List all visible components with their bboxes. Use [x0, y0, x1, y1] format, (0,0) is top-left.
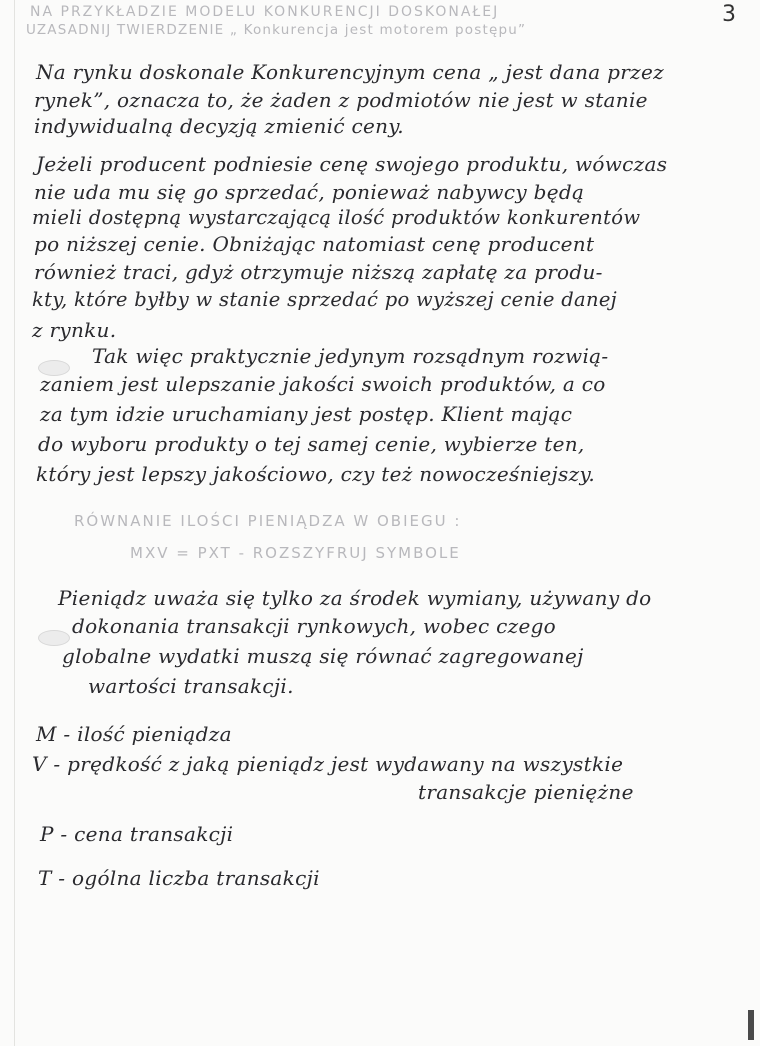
paragraph2-line-2: nie uda mu się go sprzedać, ponieważ nabywcy będą	[34, 180, 585, 204]
scan-edge-mark	[748, 1010, 754, 1040]
paragraph3-line-3: za tym idzie uruchamiany jest postęp. Klient mając	[40, 402, 573, 426]
task2-equation: MXV = PXT - ROZSZYFRUJ SYMBOLE	[130, 544, 461, 562]
page-number: 3	[722, 2, 736, 27]
symbol-v-line-1: V - prędkość z jaką pieniądz jest wydawany na wszystkie	[32, 752, 624, 776]
paragraph1-line-3: indywidualną decyzją zmienić ceny.	[34, 114, 404, 138]
paragraph4-line-1: Pieniądz uważa się tylko za środek wymiany, używany do	[58, 586, 652, 610]
task-prompt-line-1: NA PRZYKŁADZIE MODELU KONKURENCJI DOSKONAŁEJ	[30, 4, 500, 20]
paragraph2-line-6: kty, które byłby w stanie sprzedać po wyższej cenie danej	[32, 288, 618, 311]
paragraph3-line-5: który jest lepszy jakościowo, czy też nowocześniejszy.	[36, 462, 596, 486]
paragraph3-line-2: zaniem jest ulepszanie jakości swoich produktów, a co	[40, 372, 606, 396]
symbol-v-line-2: transakcje pieniężne	[418, 780, 634, 804]
symbol-m: M - ilość pieniądza	[36, 722, 232, 746]
paragraph2-line-3: mieli dostępną wystarczającą ilość produktów konkurentów	[32, 206, 641, 229]
symbol-p: P - cena transakcji	[40, 822, 234, 846]
paragraph2-line-1: Jeżeli producent podniesie cenę swojego produktu, wówczas	[36, 152, 668, 176]
paragraph2-line-7: z rynku.	[32, 318, 117, 342]
paragraph2-line-4: po niższej cenie. Obniżając natomiast cenę producent	[34, 232, 595, 256]
paragraph2-line-5: również traci, gdyż otrzymuje niższą zapłatę za produ-	[34, 260, 603, 284]
page-margin-line	[14, 0, 15, 1046]
paragraph3-line-1: Tak więc praktycznie jedynym rozsądnym rozwią-	[92, 344, 609, 368]
paragraph4-line-2: dokonania transakcji rynkowych, wobec czego	[72, 614, 557, 638]
paragraph4-line-4: wartości transakcji.	[88, 674, 294, 698]
task-prompt-line-2: UZASADNIJ TWIERDZENIE „ Konkurencja jest motorem postępu”	[26, 22, 527, 38]
paragraph3-line-4: do wyboru produkty o tej samej cenie, wybierze ten,	[38, 432, 585, 456]
paragraph1-line-1: Na rynku doskonale Konkurencyjnym cena „ jest dana przez	[36, 60, 664, 84]
symbol-t: T - ogólna liczba transakcji	[38, 866, 320, 890]
paragraph1-line-2: rynek”, oznacza to, że żaden z podmiotów nie jest w stanie	[34, 88, 648, 112]
paragraph4-line-3: globalne wydatki muszą się równać zagregowanej	[62, 644, 584, 668]
task2-prompt-line-1: RÓWNANIE ILOŚCI PIENIĄDZA W OBIEGU :	[74, 512, 462, 530]
